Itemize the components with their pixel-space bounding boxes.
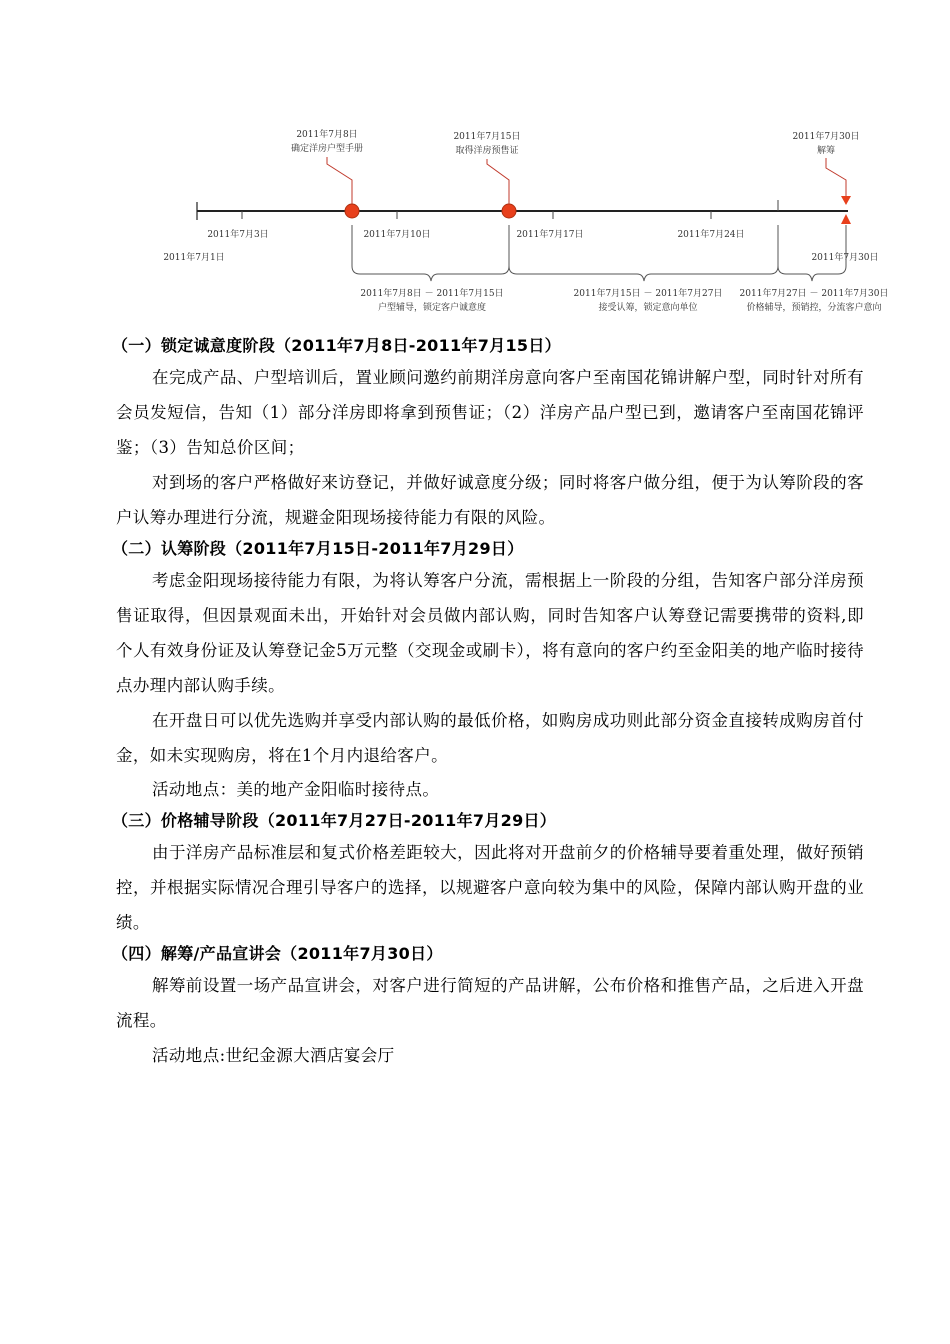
section-4-paragraph-1: 解筹前设置一场产品宣讲会，对客户进行简短的产品讲解，公布价格和推售产品，之后进入开盘流程。 <box>116 976 864 1030</box>
phase-1-label: 户型辅导，锁定客户诚意度 <box>377 303 487 313</box>
section-2-paragraph-1: 考虑金阳现场接待能力有限，为将认筹客户分流，需根据上一阶段的分组，告知客户部分洋房预售证取得，但因景观面未出，开始针对会员做内部认购，同时告知客户认筹登记需要携带的资料,即个人有效身份证及认筹登记金5万元整（交现金或刷卡），将有意向的客户约至金阳美的地产临时接待点办理内部认购手续。 <box>116 571 864 695</box>
milestone-1-label: 确定洋房户型手册 <box>290 144 364 154</box>
section-2-location: 活动地点：美的地产金阳临时接待点。 <box>152 780 440 799</box>
section-1-heading: （一）锁定诚意度阶段（2011年7月8日-2011年7月15日） <box>112 336 561 355</box>
milestone-2-leader <box>487 159 509 204</box>
section-3-heading: （三）价格辅导阶段（2011年7月27日-2011年7月29日） <box>112 811 557 830</box>
tick-label-jul10: 2011年7月10日 <box>363 230 431 240</box>
document-body <box>112 332 864 1073</box>
milestone-1-leader <box>327 157 352 204</box>
phase-3-label: 价格辅导，预销控，分流客户意向 <box>746 303 882 313</box>
milestone-1-marker <box>345 204 359 218</box>
section-2-heading: （二）认筹阶段（2011年7月15日-2011年7月29日） <box>112 539 524 558</box>
section-2-paragraph-2: 在开盘日可以优先选购并享受内部认购的最低价格，如购房成功则此部分资金直接转成购房首付金，如未实现购房，将在1个月内退给客户。 <box>116 711 864 765</box>
milestone-2-marker <box>502 204 516 218</box>
milestone-3-date: 2011年7月30日 <box>792 132 860 142</box>
phase-2-label: 接受认筹，锁定意向单位 <box>598 303 698 313</box>
milestone-2-label: 取得洋房预售证 <box>455 146 519 156</box>
tick-label-jul3: 2011年7月3日 <box>207 230 269 240</box>
phase-1-range: 2011年7月8日 － 2011年7月15日 <box>360 289 504 299</box>
end-label: 2011年7月30日 <box>811 253 879 263</box>
phase-2-range: 2011年7月15日 － 2011年7月27日 <box>573 289 723 299</box>
section-1-paragraph-2: 对到场的客户严格做好来访登记，并做好诚意度分级；同时将客户做分组，便于为认筹阶段的客户认筹办理进行分流，规避金阳现场接待能力有限的风险。 <box>116 473 864 527</box>
section-4-location: 活动地点:世纪金源大酒店宴会厅 <box>152 1046 395 1065</box>
timeline-diagram <box>0 0 950 330</box>
milestone-1-date: 2011年7月8日 <box>296 130 358 140</box>
end-marker-up-arrow <box>841 214 851 224</box>
tick-label-jul24: 2011年7月24日 <box>677 230 745 240</box>
phase-3-range: 2011年7月27日 － 2011年7月30日 <box>739 289 889 299</box>
section-3-paragraph-1: 由于洋房产品标准层和复式价格差距较大，因此将对开盘前夕的价格辅导要着重处理，做好预销控，并根据实际情况合理引导客户的选择，以规避客户意向较为集中的风险，保障内部认购开盘的业绩。 <box>116 843 864 932</box>
start-label: 2011年7月1日 <box>163 253 225 263</box>
milestone-3-label: 解筹 <box>816 146 836 156</box>
section-1-paragraph-1: 在完成产品、户型培训后，置业顾问邀约前期洋房意向客户至南国花锦讲解户型，同时针对所有会员发短信，告知（1）部分洋房即将拿到预售证；（2）洋房产品户型已到，邀请客户至南国花锦评鉴；（3）告知总价区间； <box>116 368 864 457</box>
milestone-2-date: 2011年7月15日 <box>453 132 521 142</box>
milestone-3-leader <box>826 158 846 196</box>
section-4-heading: （四）解筹/产品宣讲会（2011年7月30日） <box>112 944 443 963</box>
milestone-3-arrow-down <box>841 196 851 205</box>
tick-label-jul17: 2011年7月17日 <box>516 230 584 240</box>
